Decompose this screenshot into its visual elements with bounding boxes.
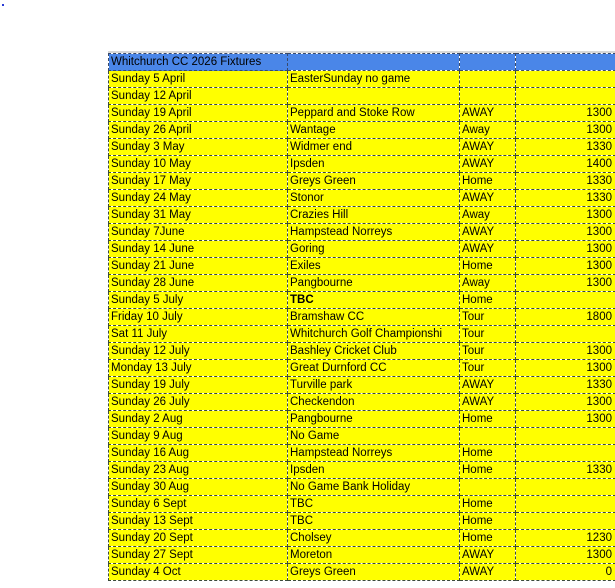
date-cell[interactable]: Sunday 31 May	[109, 207, 288, 224]
date-cell[interactable]: Sunday 2 Aug	[109, 411, 288, 428]
time-cell[interactable]	[516, 496, 615, 513]
fixture-row	[109, 190, 615, 207]
opponent-cell[interactable]: Bashley Cricket Club	[288, 343, 460, 360]
time-cell[interactable]: 1300	[516, 411, 615, 428]
venue-cell[interactable]: Tour	[460, 326, 516, 343]
date-cell[interactable]: Sat 11 July	[109, 326, 288, 343]
time-cell[interactable]: 1330	[516, 173, 615, 190]
time-cell[interactable]: 1300	[516, 122, 615, 139]
opponent-cell[interactable]: TBC	[288, 292, 460, 309]
date-cell[interactable]: Sunday 26 July	[109, 394, 288, 411]
fixture-row	[109, 445, 615, 462]
opponent-cell[interactable]: Exiles	[288, 258, 460, 275]
opponent-cell[interactable]: Great Durnford CC	[288, 360, 460, 377]
date-cell[interactable]: Friday 10 July	[109, 309, 288, 326]
opponent-cell[interactable]: EasterSunday no game	[288, 71, 460, 88]
fixture-row	[109, 258, 615, 275]
opponent-cell[interactable]: Hampstead Norreys	[288, 224, 460, 241]
date-cell[interactable]: Sunday 3 May	[109, 139, 288, 156]
time-cell[interactable]: 1800	[516, 309, 615, 326]
venue-cell[interactable]: Away	[460, 275, 516, 292]
date-cell[interactable]: Sunday 28 June	[109, 275, 288, 292]
time-cell[interactable]: 1300	[516, 224, 615, 241]
opponent-cell[interactable]: Checkendon	[288, 394, 460, 411]
fixture-row	[109, 156, 615, 173]
fixture-row	[109, 105, 615, 122]
fixture-row	[109, 547, 615, 564]
fixture-row	[109, 428, 615, 445]
venue-cell[interactable]: Home	[460, 411, 516, 428]
venue-cell[interactable]: AWAY	[460, 190, 516, 207]
fixture-row	[109, 394, 615, 411]
venue-cell[interactable]: AWAY	[460, 564, 516, 581]
date-cell[interactable]: Sunday 5 July	[109, 292, 288, 309]
date-cell[interactable]: Sunday 9 Aug	[109, 428, 288, 445]
opponent-cell[interactable]: Cholsey	[288, 530, 460, 547]
opponent-cell[interactable]: Widmer end	[288, 139, 460, 156]
venue-cell[interactable]: Tour	[460, 309, 516, 326]
date-cell[interactable]: Sunday 19 July	[109, 377, 288, 394]
opponent-cell[interactable]: Ipsden	[288, 462, 460, 479]
venue-cell[interactable]: Away	[460, 122, 516, 139]
fixture-row	[109, 496, 615, 513]
date-cell[interactable]: Sunday 19 April	[109, 105, 288, 122]
venue-cell[interactable]: AWAY	[460, 377, 516, 394]
opponent-cell[interactable]: Greys Green	[288, 564, 460, 581]
fixture-row	[109, 139, 615, 156]
venue-cell[interactable]	[460, 88, 516, 105]
fixture-row	[109, 71, 615, 88]
date-cell[interactable]: Sunday 16 Aug	[109, 445, 288, 462]
fixture-row	[109, 411, 615, 428]
time-cell[interactable]: 1300	[516, 343, 615, 360]
opponent-cell[interactable]: TBC	[288, 496, 460, 513]
opponent-cell[interactable]: Hampstead Norreys	[288, 445, 460, 462]
fixture-row	[109, 241, 615, 258]
fixture-row	[109, 207, 615, 224]
venue-cell[interactable]: Home	[460, 496, 516, 513]
fixture-row	[109, 122, 615, 139]
fixture-row	[109, 377, 615, 394]
venue-cell[interactable]: Home	[460, 445, 516, 462]
opponent-cell[interactable]: Ipsden	[288, 156, 460, 173]
date-cell[interactable]: Sunday 23 Aug	[109, 462, 288, 479]
opponent-cell[interactable]: No Game Bank Holiday	[288, 479, 460, 496]
venue-cell[interactable]: Tour	[460, 360, 516, 377]
fixture-row	[109, 326, 615, 343]
time-cell[interactable]: 1300	[516, 258, 615, 275]
opponent-cell[interactable]: Pangbourne	[288, 275, 460, 292]
time-cell[interactable]: 0	[516, 564, 615, 581]
header-row	[109, 54, 615, 71]
header-cell[interactable]	[288, 54, 460, 71]
opponent-cell[interactable]: Stonor	[288, 190, 460, 207]
time-cell[interactable]: 1300	[516, 547, 615, 564]
venue-cell[interactable]	[460, 479, 516, 496]
venue-cell[interactable]: AWAY	[460, 156, 516, 173]
venue-cell[interactable]: Home	[460, 513, 516, 530]
venue-cell[interactable]: Home	[460, 462, 516, 479]
time-cell[interactable]: 1330	[516, 377, 615, 394]
venue-cell[interactable]: Home	[460, 530, 516, 547]
time-cell[interactable]	[516, 292, 615, 309]
date-cell[interactable]: Sunday 13 Sept	[109, 513, 288, 530]
time-cell[interactable]: 1300	[516, 275, 615, 292]
fixture-row	[109, 292, 615, 309]
opponent-cell[interactable]: Turville park	[288, 377, 460, 394]
time-cell[interactable]: 1230	[516, 530, 615, 547]
date-cell[interactable]: Sunday 17 May	[109, 173, 288, 190]
opponent-cell[interactable]: Pangbourne	[288, 411, 460, 428]
date-cell[interactable]: Sunday 26 April	[109, 122, 288, 139]
time-cell[interactable]: 1300	[516, 241, 615, 258]
opponent-cell[interactable]: TBC	[288, 513, 460, 530]
opponent-cell[interactable]: Crazies Hill	[288, 207, 460, 224]
fixtures-sheet	[108, 53, 615, 581]
fixture-row	[109, 88, 615, 105]
fixture-row	[109, 309, 615, 326]
fixture-row	[109, 173, 615, 190]
opponent-cell[interactable]	[288, 88, 460, 105]
date-cell[interactable]: Sunday 21 June	[109, 258, 288, 275]
venue-cell[interactable]: Tour	[460, 343, 516, 360]
venue-cell[interactable]: AWAY	[460, 547, 516, 564]
opponent-cell[interactable]: Wantage	[288, 122, 460, 139]
sheet-title-cell[interactable]: Whitchurch CC 2026 Fixtures	[109, 54, 288, 71]
fixture-row	[109, 275, 615, 292]
venue-cell[interactable]: Away	[460, 207, 516, 224]
date-cell[interactable]: Sunday 14 June	[109, 241, 288, 258]
header-cell[interactable]	[460, 54, 516, 71]
venue-cell[interactable]: AWAY	[460, 394, 516, 411]
time-cell[interactable]: 1300	[516, 207, 615, 224]
fixture-row	[109, 360, 615, 377]
opponent-cell[interactable]: Bramshaw CC	[288, 309, 460, 326]
date-cell[interactable]: Sunday 30 Aug	[109, 479, 288, 496]
time-cell[interactable]: 1330	[516, 190, 615, 207]
fixture-row	[109, 513, 615, 530]
time-cell[interactable]: 1300	[516, 105, 615, 122]
fixture-row	[109, 479, 615, 496]
date-cell[interactable]: Monday 13 July	[109, 360, 288, 377]
date-cell[interactable]: Sunday 20 Sept	[109, 530, 288, 547]
time-cell[interactable]	[516, 479, 615, 496]
fixture-row	[109, 224, 615, 241]
venue-cell[interactable]	[460, 71, 516, 88]
venue-cell[interactable]	[460, 428, 516, 445]
venue-cell[interactable]: AWAY	[460, 139, 516, 156]
venue-cell[interactable]: Home	[460, 258, 516, 275]
date-cell[interactable]: Sunday 6 Sept	[109, 496, 288, 513]
opponent-cell[interactable]: Moreton	[288, 547, 460, 564]
time-cell[interactable]: 1300	[516, 360, 615, 377]
date-cell[interactable]: Sunday 5 April	[109, 71, 288, 88]
fixture-row	[109, 462, 615, 479]
venue-cell[interactable]: Home	[460, 292, 516, 309]
opponent-cell[interactable]: Greys Green	[288, 173, 460, 190]
opponent-cell[interactable]: No Game	[288, 428, 460, 445]
opponent-cell[interactable]: Whitchurch Golf Championshi	[288, 326, 460, 343]
date-cell[interactable]: Sunday 4 Oct	[109, 564, 288, 581]
fixture-row	[109, 564, 615, 581]
selection-dot	[2, 4, 4, 6]
time-cell[interactable]: 1330	[516, 462, 615, 479]
header-cell[interactable]	[516, 54, 615, 71]
time-cell[interactable]: 1400	[516, 156, 615, 173]
date-cell[interactable]: Sunday 7June	[109, 224, 288, 241]
time-cell[interactable]: 1330	[516, 139, 615, 156]
time-cell[interactable]	[516, 71, 615, 88]
venue-cell[interactable]: AWAY	[460, 105, 516, 122]
time-cell[interactable]	[516, 445, 615, 462]
date-cell[interactable]: Sunday 12 April	[109, 88, 288, 105]
venue-cell[interactable]: AWAY	[460, 224, 516, 241]
venue-cell[interactable]: AWAY	[460, 241, 516, 258]
venue-cell[interactable]: Home	[460, 173, 516, 190]
time-cell[interactable]	[516, 326, 615, 343]
date-cell[interactable]: Sunday 24 May	[109, 190, 288, 207]
time-cell[interactable]: 1300	[516, 394, 615, 411]
time-cell[interactable]	[516, 88, 615, 105]
fixture-row	[109, 343, 615, 360]
fixture-row	[109, 530, 615, 547]
time-cell[interactable]	[516, 513, 615, 530]
opponent-cell[interactable]: Peppard and Stoke Row	[288, 105, 460, 122]
time-cell[interactable]	[516, 428, 615, 445]
opponent-cell[interactable]: Goring	[288, 241, 460, 258]
date-cell[interactable]: Sunday 10 May	[109, 156, 288, 173]
date-cell[interactable]: Sunday 27 Sept	[109, 547, 288, 564]
date-cell[interactable]: Sunday 12 July	[109, 343, 288, 360]
